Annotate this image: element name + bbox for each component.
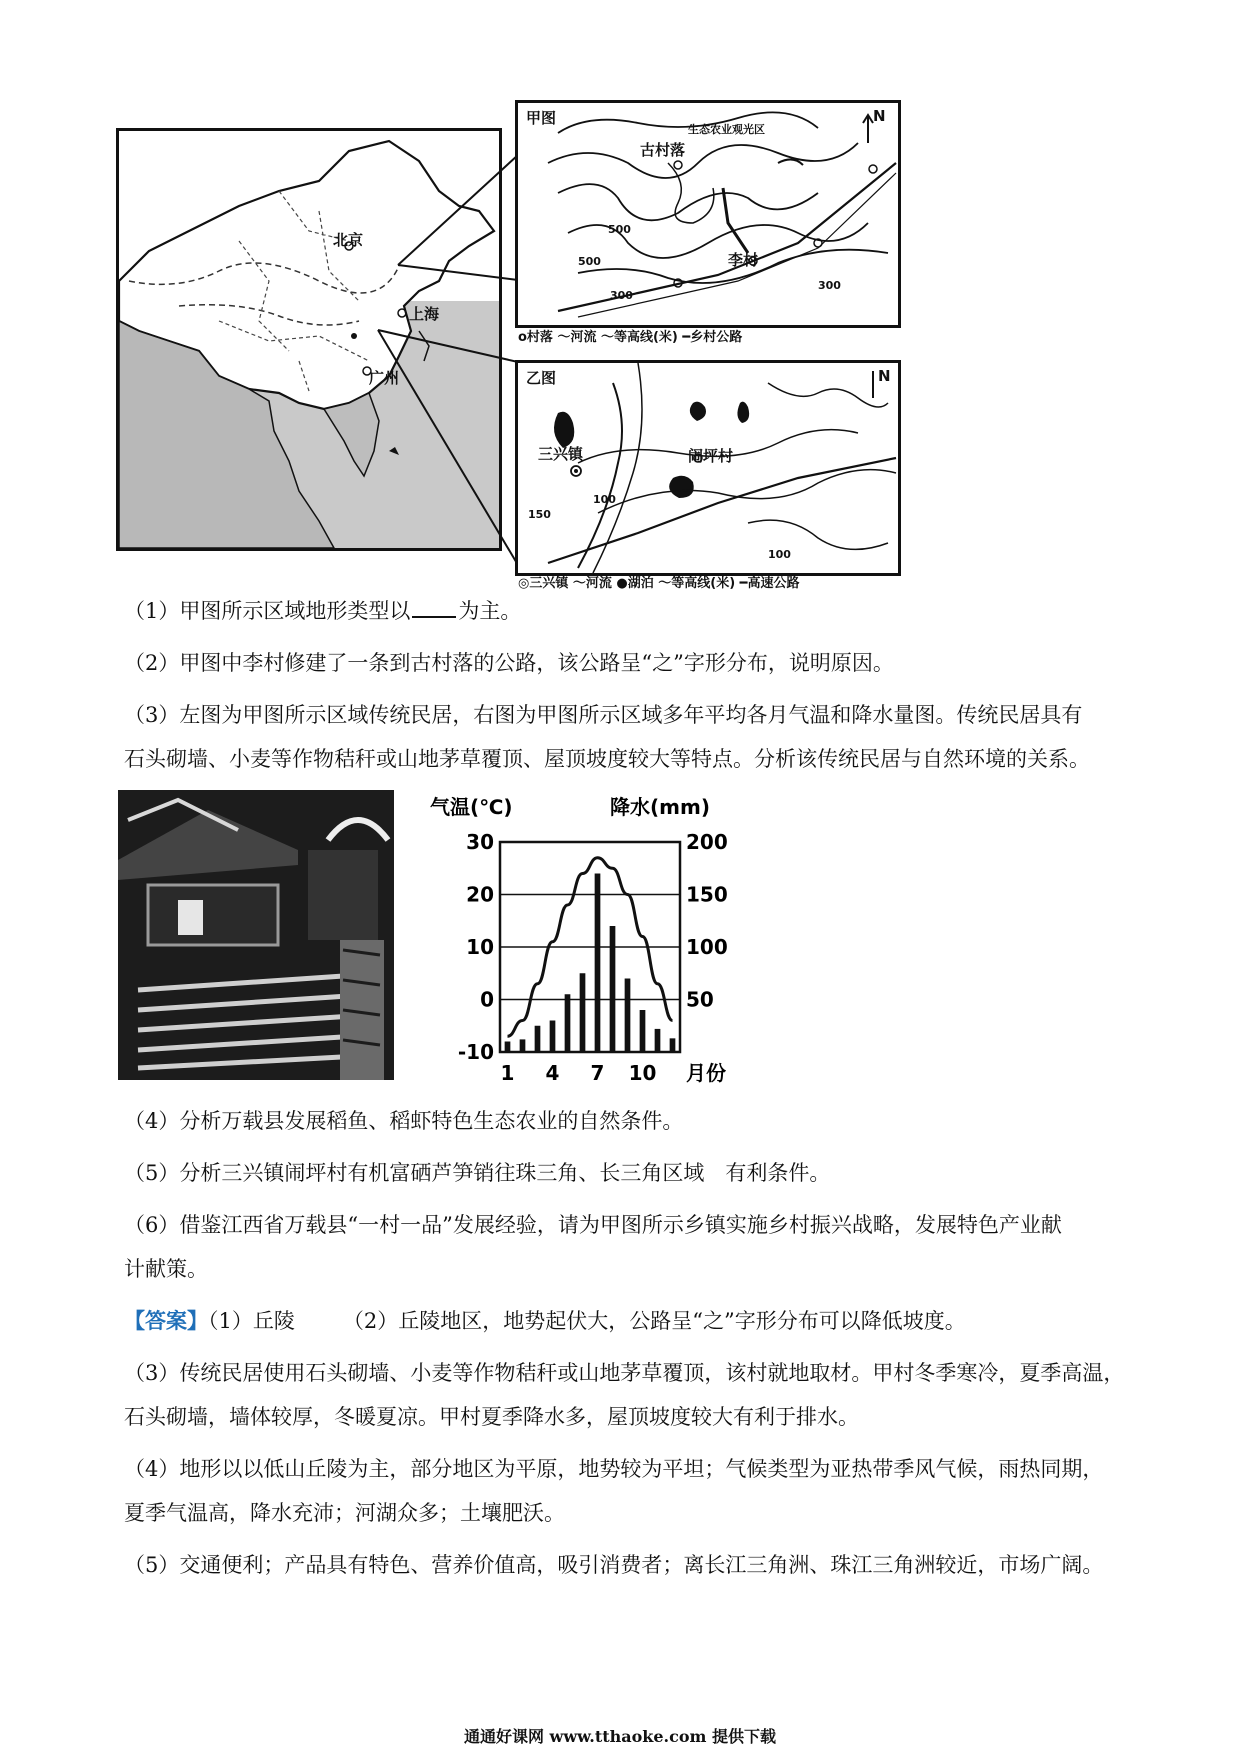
right-tick-label: 100 bbox=[686, 935, 728, 959]
right-axis-title: 降水(mm) bbox=[610, 795, 710, 819]
answer-1: （1）丘陵 bbox=[208, 1309, 295, 1333]
guangzhou-label: 广州 bbox=[369, 369, 400, 387]
yi-map-title: 乙图 bbox=[526, 369, 557, 387]
x-tick-label: 1 bbox=[500, 1061, 515, 1085]
naoping-village-label: 闹坪村 bbox=[688, 447, 734, 465]
precipitation-bar bbox=[565, 994, 571, 1052]
jia-map bbox=[515, 100, 901, 328]
left-tick-label: -10 bbox=[457, 1040, 494, 1064]
beijing-label: 北京 bbox=[333, 231, 364, 249]
x-tick-label: 4 bbox=[545, 1061, 560, 1085]
question-1-text-end: 为主。 bbox=[458, 599, 522, 623]
answer-blank bbox=[412, 596, 456, 618]
left-tick-label: 30 bbox=[466, 830, 494, 854]
ancient-village-label: 古村落 bbox=[640, 141, 686, 159]
contour-100-label: 100 bbox=[593, 493, 616, 506]
left-tick-label: 10 bbox=[466, 935, 494, 959]
precipitation-bar bbox=[505, 1042, 511, 1053]
x-tick-label: 10 bbox=[628, 1061, 657, 1085]
question-5: （5）分析三兴镇闹坪村有机富硒芦笋销往珠三角、长三角区域 有利条件。 bbox=[124, 1161, 831, 1185]
shanghai-label: 上海 bbox=[409, 305, 440, 323]
contour-300-label: 300 bbox=[610, 289, 633, 302]
contour-300-label: 300 bbox=[818, 279, 841, 292]
answer-tag: 【答案】 bbox=[124, 1308, 208, 1333]
precipitation-bar bbox=[610, 926, 616, 1052]
question-3-line-1: （3）左图为甲图所示区域传统民居，右图为甲图所示区域多年平均各月气温和降水量图。传统民居具有 bbox=[124, 703, 1083, 727]
right-tick-label: 150 bbox=[686, 882, 728, 907]
footer-credit: 通通好课网 www.tthaoke.com 提供下载 bbox=[463, 1727, 777, 1746]
answer-5: （5）交通便利；产品具有特色、营养价值高，吸引消费者；离长江三角洲、珠江三角洲较近，市场广阔。 bbox=[124, 1553, 1104, 1577]
question-6-line-2: 计献策。 bbox=[124, 1257, 208, 1281]
house-photo-drawing bbox=[118, 790, 394, 1080]
question-1-text: （1）甲图所示区域地形类型以 bbox=[124, 599, 411, 623]
x-axis-title: 月份 bbox=[686, 1061, 726, 1085]
climate-chart bbox=[430, 790, 750, 1090]
jia-map-legend: o村落 ～河流 ～等高线(米) ━乡村公路 bbox=[518, 330, 743, 345]
precipitation-bar bbox=[550, 1021, 556, 1053]
answer-2: （2）丘陵地区，地势起伏大，公路呈“之”字形分布可以降低坡度。 bbox=[342, 1309, 966, 1333]
precipitation-bar bbox=[655, 1029, 661, 1052]
yi-map-legend: ◎三兴镇 ～河流 ●湖泊 ～等高线(米) ━高速公路 bbox=[518, 576, 800, 591]
right-tick-label: 200 bbox=[686, 830, 728, 854]
precipitation-bar bbox=[595, 874, 601, 1053]
answer-4-line-2: 夏季气温高，降水充沛；河湖众多；土壤肥沃。 bbox=[124, 1501, 565, 1525]
contour-150-label: 150 bbox=[528, 508, 551, 521]
question-2: （2）甲图中李村修建了一条到古村落的公路，该公路呈“之”字形分布，说明原因。 bbox=[124, 651, 894, 675]
north-arrow-label: N bbox=[878, 367, 891, 385]
sanxing-town-label: 三兴镇 bbox=[538, 445, 584, 463]
answer-3-line-1: （3）传统民居使用石头砌墙、小麦等作物秸秆或山地茅草覆顶，该村就地取材。甲村冬季寒冷，夏季高温， bbox=[124, 1361, 1125, 1385]
ecology-area-label: 生态农业观光区 bbox=[688, 123, 765, 136]
answer-4-line-1: （4）地形以以低山丘陵为主，部分地区为平原，地势较为平坦；气候类型为亚热带季风气候，雨热同期， bbox=[124, 1457, 1104, 1481]
contour-500-label: 500 bbox=[608, 223, 631, 236]
precipitation-bar bbox=[520, 1039, 526, 1052]
left-axis-title: 气温(℃) bbox=[430, 795, 513, 819]
left-tick-label: 20 bbox=[466, 882, 494, 907]
right-tick-label: 50 bbox=[686, 987, 714, 1012]
contour-100-label: 100 bbox=[768, 548, 791, 561]
precipitation-bar bbox=[535, 1026, 541, 1052]
x-tick-label: 7 bbox=[590, 1061, 605, 1085]
north-arrow-label: N bbox=[873, 107, 886, 125]
yi-map bbox=[515, 360, 901, 576]
left-tick-label: 0 bbox=[480, 987, 494, 1012]
precipitation-bar bbox=[640, 1010, 646, 1052]
contour-500-label: 500 bbox=[578, 255, 601, 268]
li-village-label: 李村 bbox=[728, 251, 759, 269]
climate-chart-svg bbox=[430, 790, 750, 1090]
question-4: （4）分析万载县发展稻鱼、稻虾特色生态农业的自然条件。 bbox=[124, 1109, 684, 1133]
jia-map-title: 甲图 bbox=[526, 109, 557, 127]
precipitation-bar bbox=[670, 1038, 676, 1052]
traditional-house-photo bbox=[118, 790, 394, 1080]
question-3-line-2: 石头砌墙、小麦等作物秸秆或山地茅草覆顶、屋顶坡度较大等特点。分析该传统民居与自然环境的关系。 bbox=[124, 747, 1090, 771]
yi-contours bbox=[518, 363, 898, 573]
question-1 bbox=[124, 596, 1134, 626]
precipitation-bar bbox=[580, 973, 586, 1052]
precipitation-bar bbox=[625, 979, 631, 1053]
question-6-line-1: （6）借鉴江西省万载县“一村一品”发展经验，请为甲图所示乡镇实施乡村振兴战略，发展特色产业献 bbox=[124, 1213, 1062, 1237]
answer-line-1 bbox=[124, 1306, 1134, 1336]
answer-3-line-2: 石头砌墙，墙体较厚，冬暖夏凉。甲村夏季降水多，屋顶坡度较大有利于排水。 bbox=[124, 1405, 859, 1429]
